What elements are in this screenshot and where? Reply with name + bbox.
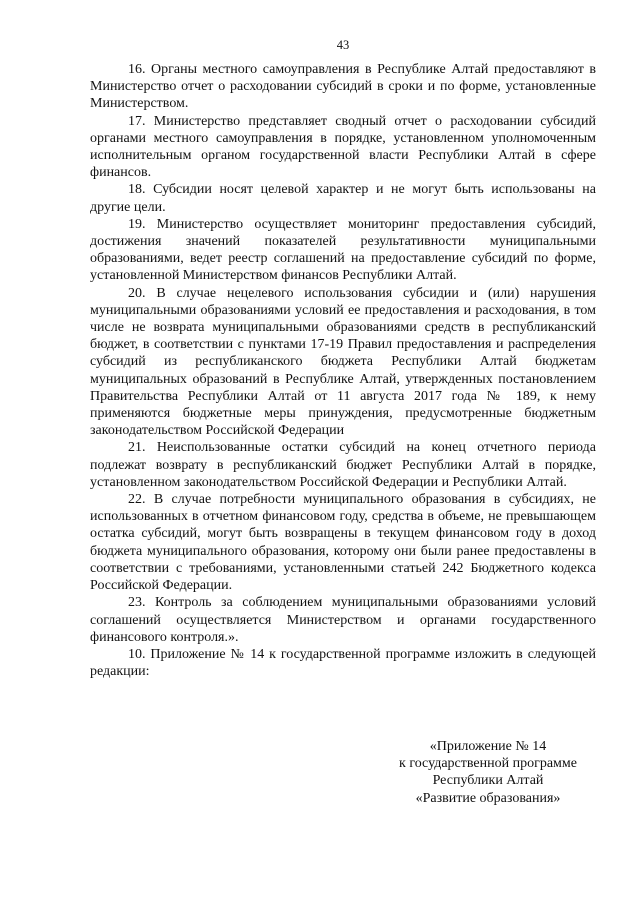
paragraph-23: 23. Контроль за соблюдением муниципальными образованиями условий соглашений осуществляется Министерством и органами государственного финансового контроля.». <box>90 595 596 645</box>
appendix-line-2: к государственной программе <box>399 756 577 772</box>
paragraph-10: 10. Приложение № 14 к государственной программе изложить в следующей редакции: <box>90 646 596 680</box>
paragraph-17: 17. Министерство представляет сводный отчет о расходовании субсидий органами местного самоуправления в порядке, установленном уполномоченным исполнительным органом государственной власти Республики Алтай в сфере финансов. <box>90 113 596 181</box>
document-body <box>90 61 596 680</box>
appendix-line-1: «Приложение № 14 <box>429 739 547 754</box>
paragraph-20: 20. В случае нецелевого использования субсидии и (или) нарушения муниципальными образованиями условий ее предоставления и расходования, в том числе не возврата муниципальными образованиями средств в республиканский бюджет, в соответствии с пунктами 17-19 Правил предоставления и распределения субсидий из республиканского бюджета Республики Алтай бюджетам муниципальных образований в Республике Алтай, утвержденных постановлением Правительства Республики Алтай от 11 августа 2017 года № 189, к нему применяются бюджетные меры принуждения, предусмотренные бюджетным законодательством Российской Федерации <box>90 285 596 439</box>
paragraph-22: 22. В случае потребности муниципального образования в субсидиях, не использованных в отчетном финансовом году, средства в объеме, не превышающем остатка субсидий, могут быть возвращены в текущем финансовом году в доход бюджета муниципального образования, которому они были ранее предоставлены в соответствии с требованиями, установленными статьей 242 Бюджетного кодекса Российской Федерации. <box>90 492 596 594</box>
paragraph-21: 21. Неиспользованные остатки субсидий на конец отчетного периода подлежат возврату в республиканский бюджет Республики Алтай в порядке, установленном законодательством Российской Федерации и Республики Алтай. <box>90 440 596 490</box>
paragraph-16: 16. Органы местного самоуправления в Республике Алтай предоставляют в Министерство отчет о расходовании субсидий в сроки и по форме, установленные Министерством. <box>90 62 596 112</box>
appendix-line-4: «Развитие образования» <box>415 790 561 806</box>
appendix-line-3: Республики Алтай <box>432 773 544 789</box>
paragraph-18: 18. Субсидии носят целевой характер и не могут быть использованы на другие цели. <box>90 182 596 215</box>
appendix-heading <box>380 738 596 807</box>
page-number: 43 <box>336 38 350 52</box>
paragraph-19: 19. Министерство осуществляет мониторинг предоставления субсидий, достижения значений показателей результативности муниципальными образованиями, ведет реестр соглашений на предоставление субсидий по форме, установленной Министерством финансов Республики Алтай. <box>90 216 596 284</box>
